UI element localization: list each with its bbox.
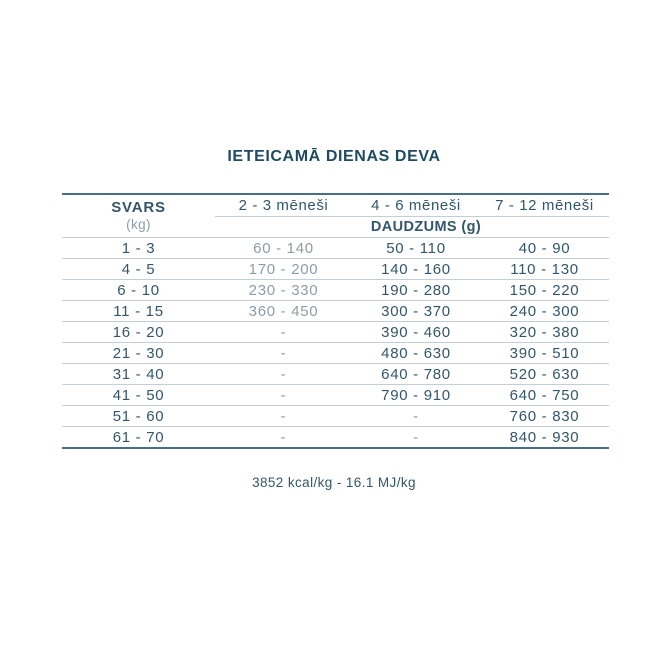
- table-row: [62, 280, 609, 301]
- column-header-4-6-months: 4 - 6 mēneši: [352, 195, 480, 217]
- table-row: [62, 364, 609, 385]
- weight-cell: 61 - 70: [112, 428, 165, 446]
- weight-cell: 1 - 3: [121, 239, 156, 257]
- table-row: [62, 406, 609, 427]
- weight-cell: 21 - 30: [112, 344, 165, 362]
- weight-cell: 6 - 10: [117, 281, 160, 299]
- amount-cell-2-3: 170 - 200: [248, 260, 319, 278]
- amount-cell-2-3: -: [280, 428, 287, 446]
- table-row: [62, 301, 609, 322]
- weight-cell: 51 - 60: [112, 407, 165, 425]
- amount-cell-2-3: -: [280, 386, 287, 404]
- weight-header-unit: (kg): [126, 217, 151, 232]
- amount-cell-7-12: 640 - 750: [509, 386, 580, 404]
- amount-cell-4-6: -: [413, 428, 419, 446]
- amount-cell-2-3: 360 - 450: [248, 302, 319, 320]
- column-header-2-3-months: 2 - 3 mēneši: [215, 195, 352, 217]
- amount-cell-4-6: 140 - 160: [381, 260, 451, 278]
- amount-cell-7-12: 150 - 220: [509, 281, 580, 299]
- amount-cell-7-12: 320 - 380: [509, 323, 580, 341]
- amount-cell-4-6: 190 - 280: [381, 281, 451, 299]
- amount-header: DAUDZUMS (g): [370, 219, 482, 235]
- amount-cell-4-6: 640 - 780: [381, 365, 451, 383]
- amount-cell-7-12: 40 - 90: [518, 239, 571, 257]
- amount-cell-2-3: -: [280, 344, 287, 362]
- amount-cell-2-3: -: [280, 407, 287, 425]
- column-header-7-12-months: 7 - 12 mēneši: [480, 195, 609, 217]
- weight-cell: 16 - 20: [112, 323, 165, 341]
- amount-cell-2-3: -: [280, 323, 287, 341]
- weight-cell: 31 - 40: [112, 365, 165, 383]
- calorie-info: 3852 kcal/kg - 16.1 MJ/kg: [252, 475, 416, 490]
- table-body: [62, 238, 609, 447]
- amount-cell-2-3: 230 - 330: [248, 281, 319, 299]
- feeding-table: [62, 193, 609, 449]
- table-row: [62, 322, 609, 343]
- weight-cell: 41 - 50: [112, 386, 165, 404]
- amount-cell-7-12: 240 - 300: [509, 302, 580, 320]
- amount-cell-2-3: -: [280, 365, 287, 383]
- amount-cell-7-12: 760 - 830: [509, 407, 580, 425]
- table-row: [62, 385, 609, 406]
- weight-header-label: SVARS: [111, 199, 166, 216]
- amount-cell-4-6: -: [413, 407, 419, 425]
- amount-cell-2-3: 60 - 140: [253, 239, 314, 257]
- weight-column-header: [62, 195, 215, 237]
- table-header: [62, 195, 609, 238]
- weight-cell: 4 - 5: [121, 260, 156, 278]
- weight-cell: 11 - 15: [113, 302, 164, 320]
- table-row: [62, 259, 609, 280]
- amount-cell-4-6: 300 - 370: [381, 302, 451, 320]
- amount-cell-7-12: 110 - 130: [510, 260, 579, 278]
- table-row: [62, 343, 609, 364]
- amount-cell-7-12: 840 - 930: [509, 428, 580, 446]
- table-row: [62, 238, 609, 259]
- table-row: [62, 427, 609, 447]
- amount-cell-7-12: 520 - 630: [509, 365, 580, 383]
- page-title: IETEICAMĀ DIENAS DEVA: [227, 148, 441, 165]
- amount-cell-4-6: 480 - 630: [381, 344, 451, 362]
- amount-cell-4-6: 50 - 110: [386, 239, 446, 257]
- amount-cell-4-6: 390 - 460: [381, 323, 451, 341]
- amount-cell-4-6: 790 - 910: [381, 386, 451, 404]
- amount-cell-7-12: 390 - 510: [509, 344, 580, 362]
